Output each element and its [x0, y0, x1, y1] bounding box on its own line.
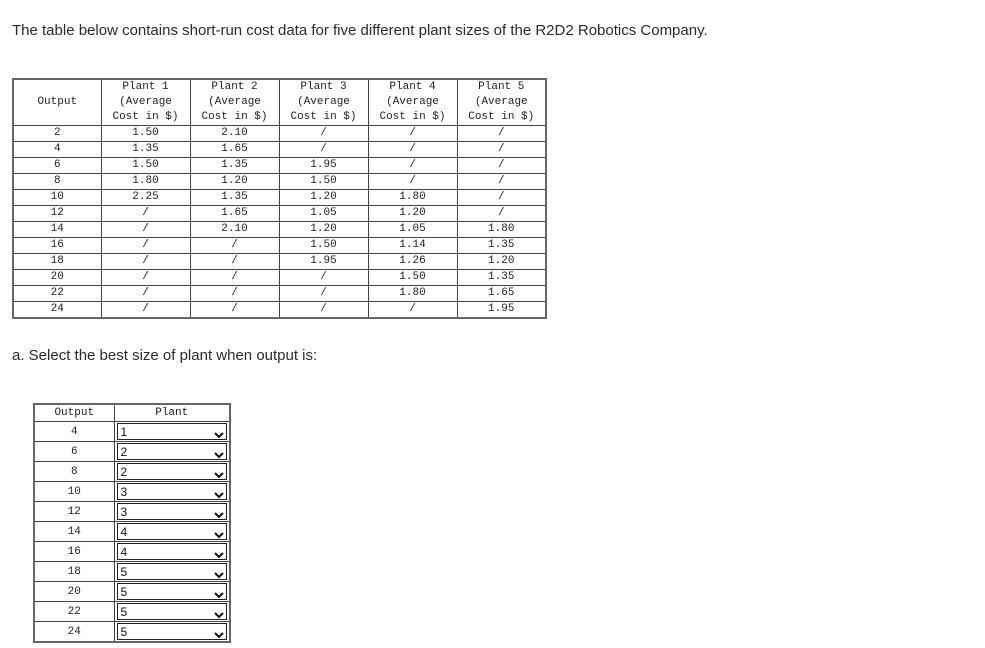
plant-cell — [114, 522, 230, 542]
cost-cell-plant-3: / — [279, 302, 368, 319]
table-row — [34, 422, 230, 442]
cost-cell-plant-4: 1.05 — [368, 222, 457, 238]
plant-select[interactable] — [117, 523, 228, 540]
cost-cell-plant-5: / — [457, 158, 546, 174]
cost-cell-plant-5: 1.65 — [457, 286, 546, 302]
plant-select-value: 3 — [120, 504, 128, 519]
chevron-down-icon — [214, 608, 224, 616]
table-row — [34, 622, 230, 643]
cost-cell-plant-5: / — [457, 174, 546, 190]
table-row — [13, 190, 546, 206]
table-row — [13, 302, 546, 319]
plant-select-value: 2 — [120, 464, 128, 479]
cost-cell-plant-1: 1.80 — [101, 174, 190, 190]
cost-cell-plant-1: / — [101, 286, 190, 302]
header-plant-5: Plant 5 (Average Cost in $) — [457, 79, 546, 126]
output-cell: 22 — [13, 286, 101, 302]
cost-cell-plant-1: 1.35 — [101, 142, 190, 158]
cost-cell-plant-2: 1.65 — [190, 206, 279, 222]
plant-select[interactable] — [117, 423, 228, 440]
plant-cell — [114, 602, 230, 622]
output-cell: 8 — [13, 174, 101, 190]
cost-cell-plant-2: 1.65 — [190, 142, 279, 158]
plant-select-value: 5 — [120, 624, 128, 639]
output-cell: 16 — [34, 542, 114, 562]
table-row — [13, 254, 546, 270]
output-cell: 10 — [34, 482, 114, 502]
cost-cell-plant-1: / — [101, 302, 190, 319]
plant-select[interactable] — [117, 543, 228, 560]
cost-cell-plant-4: 1.20 — [368, 206, 457, 222]
table-row — [34, 502, 230, 522]
plant-select[interactable] — [117, 583, 228, 600]
plant-select[interactable] — [117, 463, 228, 480]
cost-cell-plant-5: 1.35 — [457, 270, 546, 286]
cost-cell-plant-1: / — [101, 238, 190, 254]
cost-cell-plant-4: 1.80 — [368, 286, 457, 302]
plant-select-value: 3 — [120, 484, 128, 499]
cost-cell-plant-2: / — [190, 254, 279, 270]
cost-cell-plant-4: / — [368, 142, 457, 158]
cost-cell-plant-1: / — [101, 270, 190, 286]
cost-cell-plant-3: 1.95 — [279, 158, 368, 174]
plant-cell — [114, 582, 230, 602]
chevron-down-icon — [214, 568, 224, 576]
output-cell: 4 — [13, 142, 101, 158]
chevron-down-icon — [214, 528, 224, 536]
plant-cell — [114, 482, 230, 502]
cost-cell-plant-2: 1.35 — [190, 190, 279, 206]
cost-cell-plant-3: / — [279, 142, 368, 158]
cost-cell-plant-5: 1.20 — [457, 254, 546, 270]
cost-cell-plant-1: / — [101, 222, 190, 238]
output-cell: 14 — [13, 222, 101, 238]
chevron-down-icon — [214, 628, 224, 636]
output-cell: 2 — [13, 126, 101, 142]
plant-select-value: 2 — [120, 444, 128, 459]
table-row — [13, 174, 546, 190]
table-row — [34, 522, 230, 542]
cost-cell-plant-2: / — [190, 270, 279, 286]
plant-cell — [114, 502, 230, 522]
cost-cell-plant-3: 1.50 — [279, 238, 368, 254]
header-plant: Plant — [114, 404, 230, 422]
table-row — [34, 442, 230, 462]
cost-table-header-row — [13, 79, 546, 126]
output-cell: 24 — [34, 622, 114, 643]
cost-cell-plant-2: / — [190, 286, 279, 302]
output-cell: 8 — [34, 462, 114, 482]
table-row — [13, 270, 546, 286]
output-cell: 20 — [34, 582, 114, 602]
header-plant-4: Plant 4 (Average Cost in $) — [368, 79, 457, 126]
header-plant-1: Plant 1 (Average Cost in $) — [101, 79, 190, 126]
output-cell: 20 — [13, 270, 101, 286]
cost-cell-plant-1: 1.50 — [101, 126, 190, 142]
cost-cell-plant-1: 2.25 — [101, 190, 190, 206]
cost-cell-plant-4: 1.26 — [368, 254, 457, 270]
table-row — [13, 158, 546, 174]
table-row — [13, 222, 546, 238]
cost-cell-plant-4: 1.80 — [368, 190, 457, 206]
cost-cell-plant-3: 1.50 — [279, 174, 368, 190]
table-row — [13, 286, 546, 302]
plant-select[interactable] — [117, 483, 228, 500]
plant-select[interactable] — [117, 603, 228, 620]
header-output: Output — [34, 404, 114, 422]
cost-cell-plant-4: / — [368, 158, 457, 174]
chevron-down-icon — [214, 428, 224, 436]
plant-select[interactable] — [117, 503, 228, 520]
cost-table — [12, 78, 547, 319]
table-row — [34, 602, 230, 622]
table-row — [13, 238, 546, 254]
output-cell: 18 — [13, 254, 101, 270]
cost-cell-plant-5: 1.95 — [457, 302, 546, 319]
chevron-down-icon — [214, 508, 224, 516]
chevron-down-icon — [214, 488, 224, 496]
output-cell: 6 — [13, 158, 101, 174]
cost-cell-plant-2: / — [190, 302, 279, 319]
header-plant-3: Plant 3 (Average Cost in $) — [279, 79, 368, 126]
table-row — [34, 582, 230, 602]
cost-cell-plant-3: / — [279, 270, 368, 286]
table-row — [34, 482, 230, 502]
output-cell: 24 — [13, 302, 101, 319]
plant-select-value: 5 — [120, 564, 128, 579]
plant-select[interactable] — [117, 623, 228, 640]
cost-cell-plant-1: / — [101, 254, 190, 270]
table-row — [34, 462, 230, 482]
cost-cell-plant-4: / — [368, 126, 457, 142]
cost-cell-plant-3: / — [279, 126, 368, 142]
table-row — [13, 126, 546, 142]
chevron-down-icon — [214, 588, 224, 596]
intro-text: The table below contains short-run cost data for five different plant sizes of the R2D2 Robotics Company. — [12, 22, 708, 39]
output-cell: 4 — [34, 422, 114, 442]
plant-cell — [114, 442, 230, 462]
output-cell: 12 — [34, 502, 114, 522]
cost-cell-plant-5: 1.80 — [457, 222, 546, 238]
cost-cell-plant-1: / — [101, 206, 190, 222]
cost-cell-plant-5: / — [457, 126, 546, 142]
cost-cell-plant-1: 1.50 — [101, 158, 190, 174]
table-row — [13, 142, 546, 158]
answer-table — [33, 403, 231, 643]
plant-select-value: 5 — [120, 584, 128, 599]
cost-cell-plant-3: 1.20 — [279, 190, 368, 206]
plant-select-value: 1 — [120, 424, 128, 439]
chevron-down-icon — [214, 548, 224, 556]
output-cell: 10 — [13, 190, 101, 206]
plant-cell — [114, 622, 230, 643]
cost-cell-plant-5: / — [457, 206, 546, 222]
plant-select-value: 5 — [120, 604, 128, 619]
plant-select[interactable] — [117, 443, 228, 460]
cost-cell-plant-3: 1.20 — [279, 222, 368, 238]
plant-cell — [114, 542, 230, 562]
cost-cell-plant-4: 1.14 — [368, 238, 457, 254]
chevron-down-icon — [214, 468, 224, 476]
cost-cell-plant-2: 1.35 — [190, 158, 279, 174]
question-text: a. Select the best size of plant when output is: — [12, 347, 318, 364]
output-cell: 18 — [34, 562, 114, 582]
answer-table-header-row — [34, 404, 230, 422]
plant-cell — [114, 562, 230, 582]
output-cell: 22 — [34, 602, 114, 622]
header-plant-2: Plant 2 (Average Cost in $) — [190, 79, 279, 126]
cost-cell-plant-5: 1.35 — [457, 238, 546, 254]
header-output: Output — [13, 79, 101, 126]
cost-cell-plant-3: 1.95 — [279, 254, 368, 270]
cost-cell-plant-2: 1.20 — [190, 174, 279, 190]
output-cell: 12 — [13, 206, 101, 222]
plant-cell — [114, 422, 230, 442]
table-row — [34, 542, 230, 562]
cost-cell-plant-5: / — [457, 190, 546, 206]
table-row — [34, 562, 230, 582]
cost-cell-plant-4: 1.50 — [368, 270, 457, 286]
plant-select-value: 4 — [120, 544, 128, 559]
plant-select[interactable] — [117, 563, 228, 580]
cost-cell-plant-2: 2.10 — [190, 222, 279, 238]
cost-cell-plant-2: / — [190, 238, 279, 254]
cost-cell-plant-5: / — [457, 142, 546, 158]
output-cell: 6 — [34, 442, 114, 462]
cost-cell-plant-4: / — [368, 174, 457, 190]
output-cell: 14 — [34, 522, 114, 542]
plant-cell — [114, 462, 230, 482]
chevron-down-icon — [214, 448, 224, 456]
cost-cell-plant-3: / — [279, 286, 368, 302]
output-cell: 16 — [13, 238, 101, 254]
cost-cell-plant-3: 1.05 — [279, 206, 368, 222]
plant-select-value: 4 — [120, 524, 128, 539]
cost-cell-plant-2: 2.10 — [190, 126, 279, 142]
table-row — [13, 206, 546, 222]
cost-cell-plant-4: / — [368, 302, 457, 319]
